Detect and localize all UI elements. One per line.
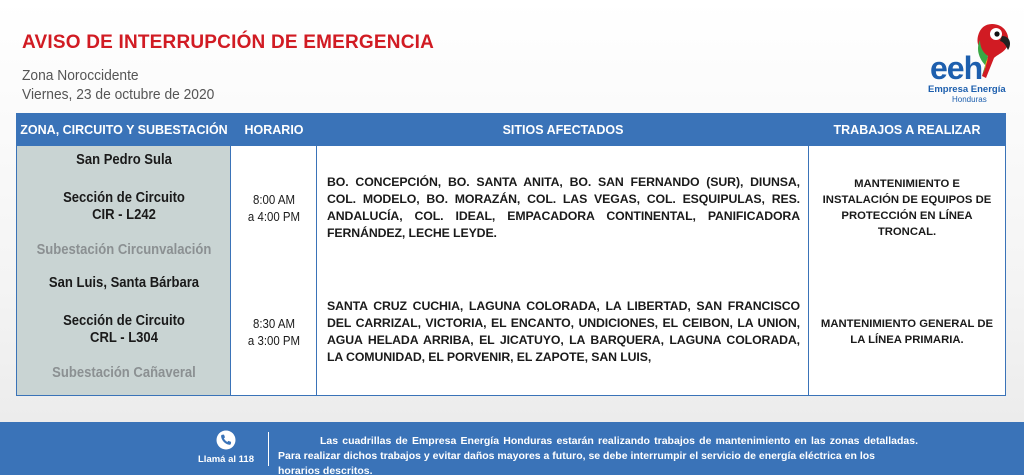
date-label: Viernes, 23 de octubre de 2020 — [22, 86, 215, 103]
city-name: San Luis, Santa Bárbara — [48, 275, 200, 291]
footer-message — [278, 434, 918, 475]
footer-banner — [0, 422, 1024, 475]
affected-sites: SANTA CRUZ CUCHIA, LAGUNA COLORADA, LA LIBERTAD, SAN FRANCISCO DEL CARRIZAL, VICTORIA, EL ENCANTO, UNDICIONES, EL CEIBON, LA UNION, AGUA HELADA ARRIBA, EL JICATUYO, LA BARQUERA, LAGUNA COLORADA, LA COMUNIDAD, EL PORVENIR, EL ZAPOTE, SAN LUIS, — [327, 299, 800, 364]
header-works: TRABAJOS A REALIZAR — [833, 123, 981, 137]
table-header — [17, 114, 1005, 146]
start-time: 8:00 AM — [253, 191, 295, 207]
logo-wordmark: eeh — [930, 50, 983, 86]
circuit-section — [28, 190, 221, 224]
eeh-logo — [922, 22, 1014, 104]
zone-label: Zona Noroccidente — [22, 67, 139, 84]
substation-name: Subestación Circunvalación — [36, 242, 212, 258]
header-zone: ZONA, CIRCUITO Y SUBESTACIÓN — [20, 123, 228, 137]
start-time: 8:30 AM — [253, 316, 295, 331]
city-name: San Pedro Sula — [76, 152, 172, 168]
schedule-time — [236, 191, 312, 225]
notice-header — [22, 32, 722, 104]
phone-icon — [216, 430, 236, 450]
works-cell — [809, 146, 1005, 269]
footer-divider — [268, 432, 269, 466]
logo-company: Empresa Energía — [928, 84, 1006, 95]
sites-cell — [317, 269, 809, 395]
substation-name: Subestación Cañaveral — [52, 365, 196, 381]
planned-works: MANTENIMIENTO E INSTALACIÓN DE EQUIPOS DE PROTECCIÓN EN LÍNEA TRONCAL. — [822, 177, 992, 238]
circuit-code: CRL - L304 — [90, 330, 158, 346]
section-label: Sección de Circuito — [63, 190, 185, 206]
sites-cell — [317, 146, 809, 269]
table-row — [17, 146, 1005, 269]
call-label: Llamá al 118 — [198, 454, 254, 465]
logo-country: Honduras — [952, 95, 987, 104]
end-time: a 3:00 PM — [247, 333, 301, 348]
works-cell — [809, 269, 1005, 395]
schedule-cell — [231, 269, 317, 395]
zone-cell — [17, 269, 231, 395]
footer-line-1: Las cuadrillas de Empresa Energía Honduras estarán realizando trabajos de mantenimiento en las zonas detalladas. — [320, 435, 918, 447]
header-sites: SITIOS AFECTADOS — [502, 123, 624, 137]
footer-line-2: Para realizar dichos trabajos y evitar daños mayores a futuro, se debe interrumpir el servicio de energía eléctrica en los horarios descritos. — [278, 450, 875, 475]
circuit-code: CIR - L242 — [92, 207, 156, 223]
section-label: Sección de Circuito — [63, 313, 185, 329]
planned-works: MANTENIMIENTO GENERAL DE LA LÍNEA PRIMARIA. — [820, 318, 994, 346]
header-schedule: HORARIO — [244, 123, 304, 137]
outage-table — [16, 113, 1006, 396]
table-row — [17, 269, 1005, 395]
affected-sites: BO. CONCEPCIÓN, BO. SANTA ANITA, BO. SAN FERNANDO (SUR), DIUNSA, COL. MODELO, BO. MORAZÁN, COL. LAS VEGAS, COL. ESQUIPULAS, RES. ANDALUCÍA, COL. IDEAL, EMPACADORA CONTINENTAL, PANIFICADORA FERNÁNDEZ, LECHE LEYDE. — [327, 174, 800, 240]
notice-title: AVISO DE INTERRUPCIÓN DE EMERGENCIA — [22, 32, 435, 53]
schedule-time — [236, 315, 312, 349]
circuit-section — [28, 313, 221, 347]
zone-cell — [17, 146, 231, 269]
end-time: a 4:00 PM — [247, 208, 301, 224]
schedule-cell — [231, 146, 317, 269]
